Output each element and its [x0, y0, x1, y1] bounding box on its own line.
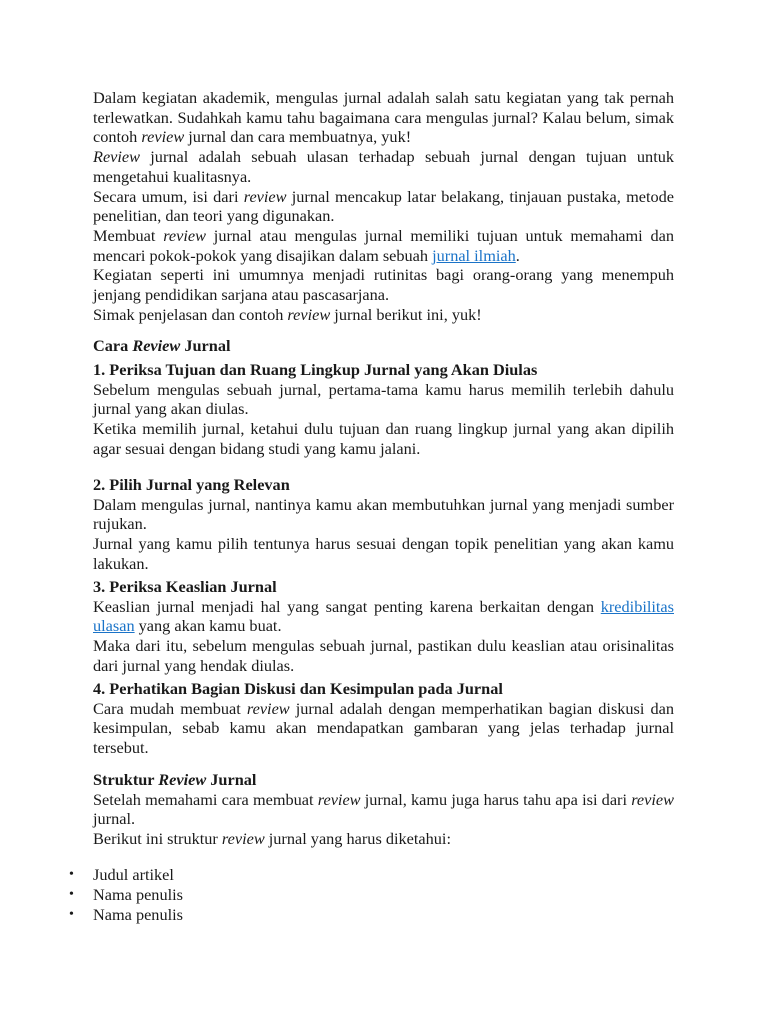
review-term: review	[317, 789, 361, 809]
step-4-paragraph-1	[93, 699, 674, 758]
intro-paragraph-6-tail: jurnal berikut ini, yuk!	[330, 304, 482, 324]
struktur-paragraph-1	[93, 790, 674, 829]
intro-paragraph-1-tail: jurnal dan cara membuatnya, yuk!	[184, 127, 412, 147]
struktur-paragraph-1-tail: jurnal.	[93, 809, 136, 829]
intro-paragraph-2	[93, 147, 674, 186]
struktur-heading	[93, 770, 674, 790]
step-1-paragraph-1: Sebelum mengulas sebuah jurnal, pertama-tama kamu harus memilih terlebih dahulu jurnal yang akan diulas.	[93, 379, 674, 419]
struktur-paragraph-1-text: Setelah memahami cara membuat	[93, 789, 318, 809]
intro-section	[93, 88, 674, 324]
review-term: Review	[158, 770, 207, 789]
intro-paragraph-3	[93, 187, 674, 226]
review-term: review	[163, 225, 206, 245]
intro-paragraph-4-middle: jurnal atau mengulas jurnal memiliki tujuan untuk memahami dan mencari pokok-pokok yang disajikan dalam sebuah	[93, 225, 675, 265]
intro-paragraph-1	[93, 88, 674, 147]
step-3-paragraph-1-text: Keaslian jurnal menjadi hal yang sangat penting karena berkaitan dengan	[93, 596, 601, 616]
struktur-heading-tail: Jurnal	[206, 770, 257, 789]
struktur-paragraph-1-middle: jurnal, kamu juga harus tahu apa isi dari	[360, 789, 632, 809]
cara-review-heading	[93, 336, 674, 356]
review-term: Review	[132, 336, 181, 355]
struktur-paragraph-2-text: Berikut ini struktur	[93, 829, 222, 849]
bullet-icon: •	[69, 907, 74, 922]
struktur-section	[93, 770, 674, 849]
list-item-text: Judul artikel	[93, 865, 174, 884]
struktur-paragraph-2-tail: jurnal yang harus diketahui:	[264, 829, 451, 849]
step-3-section	[93, 577, 674, 676]
step-2-paragraph-2: Jurnal yang kamu pilih tentunya harus sesuai dengan topik penelitian yang akan kamu lakukan.	[93, 534, 674, 573]
jurnal-ilmiah-link[interactable]: jurnal ilmiah	[432, 245, 516, 265]
intro-paragraph-3-tail: jurnal mencakup latar belakang, tinjauan pustaka, metode penelitian, dan teori yang digunakan.	[93, 186, 674, 226]
step-3-paragraph-2: Maka dari itu, sebelum mengulas sebuah jurnal, pastikan dulu keaslian atau orisinalitas dari jurnal yang hendak diulas.	[93, 636, 674, 675]
review-term: review	[141, 127, 185, 147]
step-2-section	[93, 475, 674, 574]
intro-paragraph-4	[93, 226, 674, 265]
intro-paragraph-4-tail: .	[515, 245, 520, 265]
bullet-icon: •	[69, 887, 74, 902]
review-term: review	[287, 304, 331, 324]
kredibilitas-ulasan-link[interactable]: kredibilitas ulasan	[93, 596, 674, 636]
intro-paragraph-2-text: jurnal adalah sebuah ulasan terhadap sebuah jurnal dengan tujuan untuk mengetahui kualitasnya.	[93, 147, 674, 186]
list-item-text: Nama penulis	[93, 885, 183, 904]
intro-paragraph-1-text: Dalam kegiatan akademik, mengulas jurnal adalah salah satu kegiatan yang tak pernah terlewatkan. Sudahkah kamu tahu bagaimana cara mengulas jurnal? Kalau belum, simak contoh	[93, 88, 674, 147]
step-4-section	[93, 679, 674, 758]
struktur-paragraph-2	[93, 829, 674, 849]
list-item	[69, 885, 674, 905]
step-4-paragraph-1-text: Cara mudah membuat	[93, 698, 247, 718]
step-3-paragraph-1-tail: yang akan kamu buat.	[134, 616, 282, 636]
intro-paragraph-6	[93, 305, 674, 325]
review-term: Review	[93, 147, 141, 167]
review-term: review	[246, 698, 290, 718]
step-4-paragraph-1-tail: jurnal adalah dengan memperhatikan bagian diskusi dan kesimpulan, sebab kamu akan mendapatkan gambaran yang jelas terhadap jurnal tersebut.	[93, 698, 675, 758]
cara-heading-text: Cara	[93, 336, 133, 355]
struktur-list	[69, 865, 674, 925]
intro-paragraph-6-text: Simak penjelasan dan contoh	[93, 304, 288, 324]
step-1-section	[93, 360, 674, 459]
intro-paragraph-5: Kegiatan seperti ini umumnya menjadi rutinitas bagi orang-orang yang menempuh jenjang pendidikan sarjana atau pascasarjana.	[93, 265, 674, 305]
step-2-heading: 2. Pilih Jurnal yang Relevan	[93, 475, 290, 494]
list-item	[69, 865, 674, 885]
list-item	[69, 905, 674, 925]
step-1-heading: 1. Periksa Tujuan dan Ruang Lingkup Jurnal yang Akan Diulas	[93, 360, 538, 379]
struktur-heading-text: Struktur	[93, 770, 159, 789]
review-term: review	[631, 789, 674, 809]
list-item-text: Nama penulis	[93, 905, 183, 924]
step-4-heading: 4. Perhatikan Bagian Diskusi dan Kesimpulan pada Jurnal	[93, 679, 503, 698]
intro-paragraph-3-text: Secara umum, isi dari	[93, 186, 244, 206]
review-term: review	[221, 829, 265, 849]
step-3-paragraph-1	[93, 597, 674, 636]
cara-heading-tail: Jurnal	[180, 336, 231, 355]
step-1-paragraph-2: Ketika memilih jurnal, ketahui dulu tujuan dan ruang lingkup jurnal yang akan dipilih agar sesuai dengan bidang studi yang kamu jalani.	[93, 419, 674, 458]
review-term: review	[243, 186, 287, 206]
intro-paragraph-4-text: Membuat	[93, 225, 164, 245]
bullet-icon: •	[69, 867, 74, 882]
step-3-heading: 3. Periksa Keaslian Jurnal	[93, 577, 277, 596]
step-2-paragraph-1: Dalam mengulas jurnal, nantinya kamu akan membutuhkan jurnal yang menjadi sumber rujukan.	[93, 494, 674, 534]
